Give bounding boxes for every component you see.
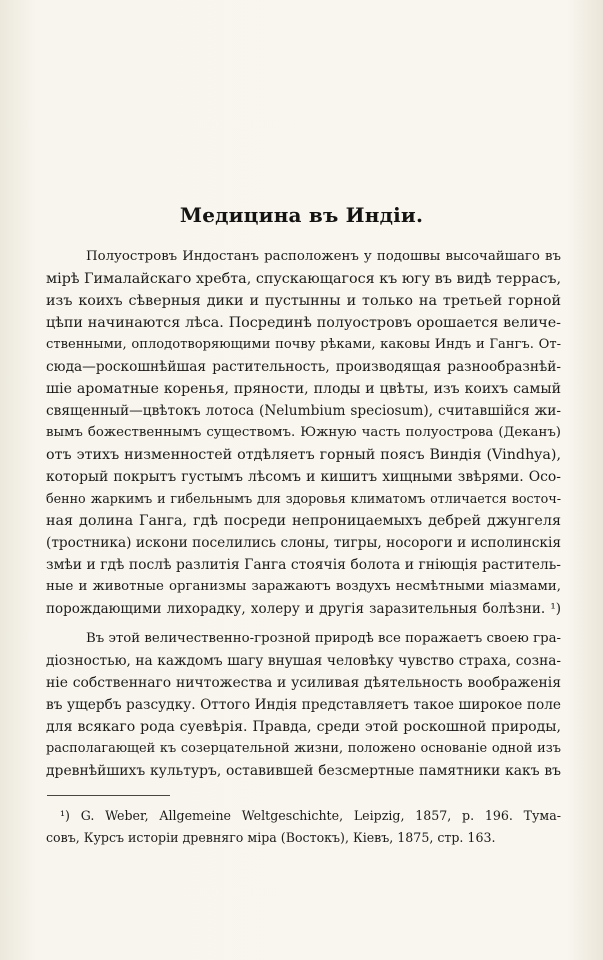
paragraph-1 — [46, 246, 561, 620]
text-line: сюда—роскошнѣйшая растительность, производящая разнообразнѣй- — [46, 359, 561, 375]
text-line: ніе собственнаго ничтожества и усиливая дѣятельность воображенія — [46, 675, 561, 691]
footnote — [46, 805, 561, 849]
text-line: Въ этой величественно-грозной природѣ все поражаетъ своею гра- — [86, 631, 561, 646]
text-line: ственными, оплодотворяющими почву рѣками, каковы Индъ и Гангъ. От- — [46, 337, 561, 352]
text-line: шіе ароматные коренья, пряности, плоды и цвѣты, изъ коихъ самый — [46, 381, 561, 397]
text-line: изъ коихъ сѣверныя дики и пустынны и только на третьей горной — [46, 293, 561, 309]
text-line: вымъ божественнымъ существомъ. Южную часть полуострова (Деканъ) — [46, 425, 561, 440]
chapter-title: Медицина въ Индіи. — [179, 203, 424, 227]
text-line: священный—цвѣтокъ лотоса (Nelumbium speciosum), считавшійся жи- — [46, 403, 561, 419]
text-line: цѣпи начинаются лѣса. Посрединѣ полуостровъ орошается величе- — [46, 315, 561, 331]
text-line: ная долина Ганга, гдѣ посреди непроницаемыхъ дебрей джунгеля — [46, 513, 561, 529]
text-line: въ ущербъ разсудку. Оттого Индія представляетъ такое широкое поле — [46, 697, 561, 713]
footnote-line: совъ, Курсъ исторіи древняго міра (Востокъ), Кіевъ, 1875, стр. 163. — [46, 830, 496, 845]
text-line: отъ этихъ низменностей отдѣляетъ горный поясъ Виндія (Vindhya), — [46, 447, 561, 463]
text-line: бенно жаркимъ и гибельнымъ для здоровья климатомъ отличается восточ- — [46, 491, 561, 506]
text-line: древнѣйшихъ культуръ, оставившей безсмертные памятники какъ въ — [46, 763, 561, 779]
text-line: діозностью, на каждомъ шагу внушая человѣку чувство страха, созна- — [46, 653, 561, 669]
text-line: мірѣ Гималайскаго хребта, спускающагося къ югу въ видѣ террасъ, — [46, 271, 561, 287]
footnote-line: ¹) G. Weber, Allgemeine Weltgeschichte, Leipzig, 1857, p. 196. Тума- — [60, 808, 561, 823]
text-line: располагающей къ созерцательной жизни, положено основаніе одной изъ — [46, 741, 561, 756]
footnote-divider — [47, 795, 170, 796]
text-line: который покрытъ густымъ лѣсомъ и кишитъ хищными звѣрями. Осо- — [46, 469, 561, 485]
text-line: Полуостровъ Индостанъ расположенъ у подошвы высочайшаго въ — [86, 249, 561, 264]
text-line: для всякаго рода суевѣрія. Правда, среди этой роскошной природы, — [46, 719, 561, 735]
text-line: порождающими лихорадку, холеру и другія заразительныя болѣзни. ¹) — [46, 601, 561, 617]
text-line: змѣи и гдѣ послѣ разлитія Ганга стоячія болота и гніющія раститель- — [46, 557, 561, 573]
text-line: ные и животные организмы заражаютъ воздухъ несмѣтными міазмами, — [46, 579, 561, 594]
text-line: (тростника) искони поселились слоны, тигры, носороги и исполинскія — [46, 535, 561, 551]
paragraph-2 — [46, 628, 561, 782]
